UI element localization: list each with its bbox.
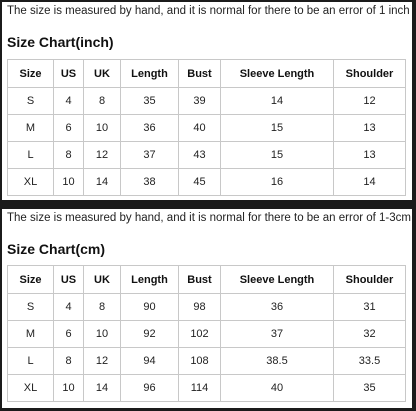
cell: 98 (179, 294, 221, 321)
table-row (8, 321, 406, 348)
cell: 90 (121, 294, 179, 321)
header-bust: Bust (179, 266, 221, 294)
table-header-row (8, 266, 406, 294)
size-table-cm (7, 265, 406, 402)
cell: 33.5 (334, 348, 406, 375)
table-row (8, 375, 406, 402)
cell: M (8, 321, 54, 348)
cell: S (8, 294, 54, 321)
cell: 12 (334, 88, 406, 115)
header-shoulder: Shoulder (334, 266, 406, 294)
header-length: Length (121, 266, 179, 294)
cell: 36 (121, 115, 179, 142)
cell: 92 (121, 321, 179, 348)
cell: 37 (121, 142, 179, 169)
cell: 36 (221, 294, 334, 321)
cell: 10 (54, 169, 84, 196)
cell: XL (8, 375, 54, 402)
cell: 10 (54, 375, 84, 402)
cell: 15 (221, 142, 334, 169)
cell: L (8, 348, 54, 375)
cell: 4 (54, 88, 84, 115)
header-length: Length (121, 60, 179, 88)
cell: 8 (84, 88, 121, 115)
size-table-inch (7, 59, 406, 196)
cell: 43 (179, 142, 221, 169)
cell: 32 (334, 321, 406, 348)
cell: 37 (221, 321, 334, 348)
cell: 40 (179, 115, 221, 142)
cell: 39 (179, 88, 221, 115)
cell: 14 (84, 375, 121, 402)
cell: 45 (179, 169, 221, 196)
header-size: Size (8, 266, 54, 294)
cell: 8 (84, 294, 121, 321)
cell: XL (8, 169, 54, 196)
cell: 12 (84, 142, 121, 169)
header-uk: UK (84, 60, 121, 88)
cell: M (8, 115, 54, 142)
header-uk: UK (84, 266, 121, 294)
cell: 14 (221, 88, 334, 115)
cell: 40 (221, 375, 334, 402)
cell: 12 (84, 348, 121, 375)
cell: 16 (221, 169, 334, 196)
cell: 38.5 (221, 348, 334, 375)
header-shoulder: Shoulder (334, 60, 406, 88)
cell: 31 (334, 294, 406, 321)
cell: 35 (334, 375, 406, 402)
cell: 13 (334, 115, 406, 142)
table-row (8, 348, 406, 375)
cell: 114 (179, 375, 221, 402)
cell: 13 (334, 142, 406, 169)
header-bust: Bust (179, 60, 221, 88)
size-chart-inch-panel (2, 2, 412, 200)
table-row (8, 115, 406, 142)
cell: 6 (54, 321, 84, 348)
cell: L (8, 142, 54, 169)
cell: 4 (54, 294, 84, 321)
header-sleeve-length: Sleeve Length (221, 60, 334, 88)
cell: 35 (121, 88, 179, 115)
cell: 102 (179, 321, 221, 348)
cell: 15 (221, 115, 334, 142)
cell: 96 (121, 375, 179, 402)
size-chart-cm-panel (2, 209, 412, 408)
measurement-note: The size is measured by hand, and it is normal for there to be an error of 1-3cm (7, 212, 411, 224)
chart-title: Size Chart(cm) (7, 241, 106, 257)
chart-title: Size Chart(inch) (7, 34, 114, 50)
header-size: Size (8, 60, 54, 88)
cell: 108 (179, 348, 221, 375)
cell: 14 (84, 169, 121, 196)
cell: 14 (334, 169, 406, 196)
table-row (8, 169, 406, 196)
cell: 8 (54, 142, 84, 169)
measurement-note: The size is measured by hand, and it is normal for there to be an error of 1 inch (7, 5, 410, 17)
cell: 10 (84, 115, 121, 142)
table-row (8, 142, 406, 169)
header-us: US (54, 60, 84, 88)
header-sleeve-length: Sleeve Length (221, 266, 334, 294)
header-us: US (54, 266, 84, 294)
cell: 94 (121, 348, 179, 375)
table-header-row (8, 60, 406, 88)
cell: 6 (54, 115, 84, 142)
cell: 38 (121, 169, 179, 196)
table-row (8, 88, 406, 115)
cell: S (8, 88, 54, 115)
table-row (8, 294, 406, 321)
cell: 8 (54, 348, 84, 375)
cell: 10 (84, 321, 121, 348)
